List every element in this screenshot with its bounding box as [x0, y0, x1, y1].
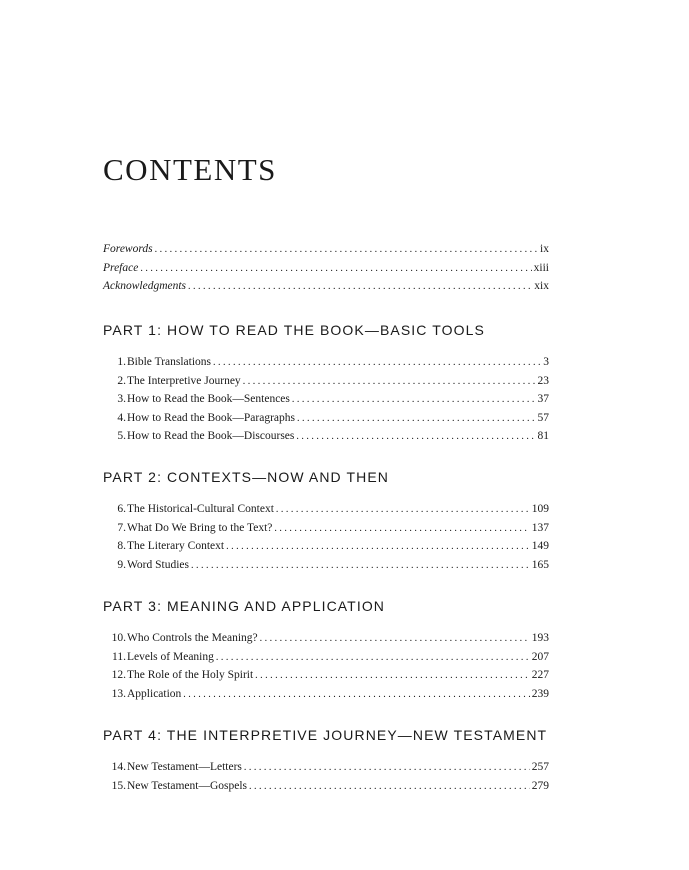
toc-entry-chapter[interactable] — [103, 629, 549, 648]
chapter-number: 8. — [117, 540, 126, 552]
entry-page: 3 — [543, 356, 549, 368]
entry-title: How to Read the Book—Sentences — [127, 393, 290, 405]
entry-page: 137 — [531, 521, 549, 534]
chapter-number: 9. — [117, 558, 126, 571]
dot-leader — [188, 278, 532, 297]
chapter-number: 10. — [111, 632, 126, 644]
entry-title: Levels of Meaning — [127, 650, 214, 663]
toc-entry-chapter[interactable] — [103, 519, 549, 538]
entry-title: New Testament—Letters — [127, 761, 242, 773]
toc-entry-acknowledgments[interactable] — [103, 277, 549, 296]
part-heading: PART 2: CONTEXTS—NOW AND THEN — [103, 469, 390, 485]
entry-title: Who Controls the Meaning? — [127, 632, 258, 644]
dot-leader — [255, 667, 530, 686]
toc-entry-chapter[interactable] — [103, 537, 549, 556]
entry-title: Acknowledgments — [103, 280, 187, 292]
toc-entry-chapter[interactable] — [103, 500, 549, 519]
dot-leader — [260, 630, 530, 649]
entry-title: Forewords — [103, 243, 153, 255]
dot-leader — [274, 520, 529, 539]
part-heading: PART 3: MEANING AND APPLICATION — [103, 598, 386, 614]
chapter-number: 12. — [111, 669, 126, 681]
entry-page: 279 — [531, 779, 549, 792]
entry-page: 257 — [531, 761, 549, 773]
toc-entry-chapter[interactable] — [103, 390, 549, 409]
entry-title: Application — [127, 687, 182, 700]
chapter-number: 13. — [111, 687, 126, 700]
part-heading: PART 4: THE INTERPRETIVE JOURNEY—NEW TESTAMENT — [103, 727, 548, 743]
entry-page: 239 — [531, 687, 549, 700]
entry-title: The Literary Context — [127, 540, 225, 552]
toc-entry-chapter[interactable] — [103, 758, 549, 777]
entry-page: 81 — [537, 430, 549, 442]
part-1 — [103, 320, 549, 446]
chapter-number: 14. — [111, 761, 126, 773]
toc-entry-chapter[interactable] — [103, 372, 549, 391]
toc-entry-chapter[interactable] — [103, 409, 549, 428]
entry-page: 165 — [531, 558, 549, 571]
dot-leader — [226, 538, 530, 557]
page-title: CONTENTS — [103, 152, 277, 187]
dot-leader — [140, 260, 531, 279]
entry-title: The Historical-Cultural Context — [127, 503, 274, 515]
toc-entry-chapter[interactable] — [103, 648, 549, 667]
dot-leader — [216, 649, 530, 668]
part-4 — [103, 725, 549, 795]
chapter-number: 7. — [117, 521, 126, 534]
entry-page: 37 — [537, 393, 549, 405]
dot-leader — [297, 410, 536, 429]
entry-title: Word Studies — [127, 558, 190, 571]
dot-leader — [213, 354, 541, 373]
chapter-number: 4. — [117, 411, 126, 424]
dot-leader — [183, 686, 529, 705]
chapter-number: 3. — [117, 393, 126, 405]
toc-entry-chapter[interactable] — [103, 685, 549, 704]
dot-leader — [296, 428, 535, 447]
part-2 — [103, 467, 549, 574]
entry-title: Preface — [103, 261, 139, 274]
entry-title: New Testament—Gospels — [127, 779, 248, 792]
chapter-number: 5. — [117, 430, 126, 442]
part-3 — [103, 596, 549, 703]
dot-leader — [243, 373, 536, 392]
toc-entry-preface[interactable] — [103, 259, 549, 278]
dot-leader — [276, 501, 530, 520]
entry-title: What Do We Bring to the Text? — [127, 521, 273, 534]
chapter-number: 2. — [117, 374, 126, 387]
entry-page: 227 — [531, 669, 549, 681]
entry-page: ix — [540, 243, 549, 255]
entry-page: 207 — [531, 650, 549, 663]
entry-title: Bible Translations — [127, 356, 212, 368]
front-matter — [103, 240, 549, 296]
toc-entry-chapter[interactable] — [103, 777, 549, 796]
dot-leader — [249, 778, 530, 797]
toc-entry-forewords[interactable] — [103, 240, 549, 259]
entry-page: 109 — [531, 503, 549, 515]
toc-entry-chapter[interactable] — [103, 556, 549, 575]
entry-page: xiii — [533, 261, 549, 274]
entry-title: How to Read the Book—Discourses — [127, 430, 295, 442]
dot-leader — [244, 759, 530, 778]
chapter-number: 11. — [112, 650, 126, 663]
dot-leader — [155, 241, 538, 260]
toc-entry-chapter[interactable] — [103, 666, 549, 685]
chapter-number: 6. — [117, 503, 126, 515]
entry-title: The Role of the Holy Spirit — [127, 669, 254, 681]
entry-title: The Interpretive Journey — [127, 374, 241, 387]
entry-page: 149 — [531, 540, 549, 552]
entry-page: 23 — [537, 374, 549, 387]
entry-page: 193 — [531, 632, 549, 644]
entry-title: How to Read the Book—Paragraphs — [127, 411, 295, 424]
chapter-number: 1. — [117, 356, 126, 368]
toc-entry-chapter[interactable] — [103, 427, 549, 446]
entry-page: xix — [534, 280, 549, 292]
entry-page: 57 — [537, 411, 549, 424]
dot-leader — [191, 557, 530, 576]
chapter-number: 15. — [111, 779, 126, 792]
dot-leader — [292, 391, 536, 410]
toc-entry-chapter[interactable] — [103, 353, 549, 372]
part-heading: PART 1: HOW TO READ THE BOOK—BASIC TOOLS — [103, 322, 485, 338]
